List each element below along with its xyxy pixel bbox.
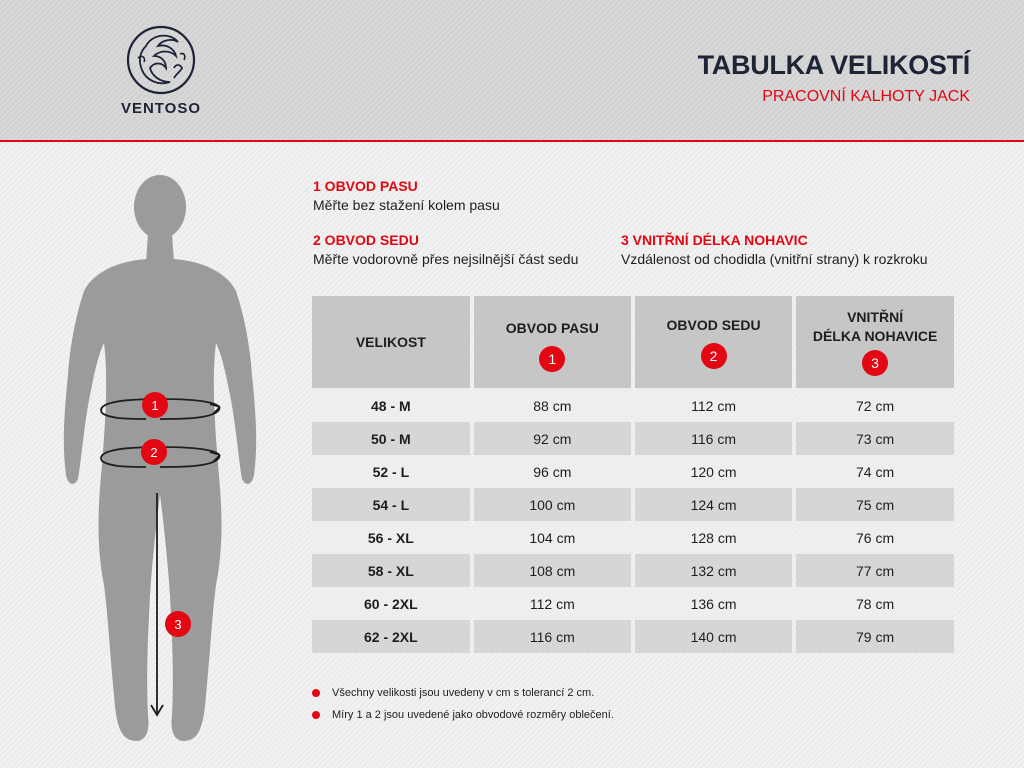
inseam-cell: 77 cm bbox=[796, 554, 954, 587]
table-row bbox=[312, 521, 954, 554]
table-row bbox=[312, 554, 954, 587]
svg-text:3: 3 bbox=[174, 617, 182, 632]
header-band bbox=[0, 0, 1024, 140]
marker-seat bbox=[141, 439, 167, 465]
table-row bbox=[312, 488, 954, 521]
size-cell: 52 - L bbox=[312, 455, 470, 488]
seat-cell: 116 cm bbox=[635, 422, 792, 455]
waist-cell: 88 cm bbox=[474, 389, 631, 422]
table-row bbox=[312, 455, 954, 488]
legend-seat bbox=[313, 232, 578, 267]
column-header-waist: OBVOD PASU 1 bbox=[474, 296, 631, 389]
column-header-seat: OBVOD SEDU 2 bbox=[635, 296, 792, 389]
size-cell: 54 - L bbox=[312, 488, 470, 521]
inseam-cell: 74 cm bbox=[796, 455, 954, 488]
marker-inseam bbox=[165, 611, 191, 637]
legend-waist bbox=[313, 178, 500, 213]
legend-inseam bbox=[621, 232, 928, 267]
table-row bbox=[312, 620, 954, 653]
marker-waist bbox=[142, 392, 168, 418]
size-cell: 58 - XL bbox=[312, 554, 470, 587]
seat-cell: 124 cm bbox=[635, 488, 792, 521]
seat-cell: 128 cm bbox=[635, 521, 792, 554]
ventoso-emblem-icon bbox=[122, 24, 200, 96]
svg-text:1: 1 bbox=[151, 398, 159, 413]
waist-cell: 108 cm bbox=[474, 554, 631, 587]
brand-name: VENTOSO bbox=[120, 100, 202, 117]
waist-cell: 112 cm bbox=[474, 587, 631, 620]
body-silhouette bbox=[50, 175, 270, 755]
table-header-row bbox=[312, 296, 954, 389]
waist-cell: 96 cm bbox=[474, 455, 631, 488]
legend-inseam-desc: Vzdálenost od chodidla (vnitřní strany) k rozkroku bbox=[621, 251, 928, 267]
size-cell: 62 - 2XL bbox=[312, 620, 470, 653]
red-dot-icon bbox=[312, 689, 320, 697]
notes bbox=[312, 685, 614, 729]
red-dot-icon bbox=[312, 711, 320, 719]
note-item: Všechny velikosti jsou uvedeny v cm s tolerancí 2 cm. bbox=[312, 685, 614, 707]
inseam-cell: 76 cm bbox=[796, 521, 954, 554]
seat-cell: 132 cm bbox=[635, 554, 792, 587]
table-row bbox=[312, 587, 954, 620]
table-row bbox=[312, 422, 954, 455]
waist-cell: 100 cm bbox=[474, 488, 631, 521]
inseam-cell: 72 cm bbox=[796, 389, 954, 422]
badge-inseam: 3 bbox=[862, 350, 888, 376]
seat-cell: 120 cm bbox=[635, 455, 792, 488]
inseam-cell: 73 cm bbox=[796, 422, 954, 455]
badge-waist: 1 bbox=[539, 346, 565, 372]
size-table bbox=[308, 296, 958, 653]
inseam-cell: 79 cm bbox=[796, 620, 954, 653]
legend-seat-title: 2 OBVOD SEDU bbox=[313, 232, 419, 248]
legend-inseam-title: 3 VNITŘNÍ DÉLKA NOHAVIC bbox=[621, 232, 808, 248]
seat-cell: 112 cm bbox=[635, 389, 792, 422]
size-cell: 60 - 2XL bbox=[312, 587, 470, 620]
note-item: Míry 1 a 2 jsou uvedené jako obvodové rozměry oblečení. bbox=[312, 707, 614, 729]
waist-cell: 104 cm bbox=[474, 521, 631, 554]
column-header-size: VELIKOST bbox=[312, 296, 470, 389]
legend-waist-title: 1 OBVOD PASU bbox=[313, 178, 418, 194]
header-accent-line bbox=[0, 140, 1024, 142]
seat-cell: 140 cm bbox=[635, 620, 792, 653]
size-cell: 56 - XL bbox=[312, 521, 470, 554]
column-header-inseam: VNITŘNÍ DÉLKA NOHAVICE 3 bbox=[796, 296, 954, 389]
size-cell: 50 - M bbox=[312, 422, 470, 455]
seat-cell: 136 cm bbox=[635, 587, 792, 620]
inseam-cell: 78 cm bbox=[796, 587, 954, 620]
svg-text:2: 2 bbox=[150, 445, 158, 460]
legend-waist-desc: Měřte bez stažení kolem pasu bbox=[313, 197, 500, 213]
brand-logo bbox=[118, 24, 204, 120]
page-title: TABULKA VELIKOSTÍ bbox=[697, 50, 970, 80]
inseam-cell: 75 cm bbox=[796, 488, 954, 521]
table-row bbox=[312, 389, 954, 422]
size-cell: 48 - M bbox=[312, 389, 470, 422]
badge-seat: 2 bbox=[701, 343, 727, 369]
waist-cell: 92 cm bbox=[474, 422, 631, 455]
legend-seat-desc: Měřte vodorovně přes nejsilnější část sedu bbox=[313, 251, 579, 267]
waist-cell: 116 cm bbox=[474, 620, 631, 653]
page-subtitle: PRACOVNÍ KALHOTY JACK bbox=[762, 88, 970, 105]
